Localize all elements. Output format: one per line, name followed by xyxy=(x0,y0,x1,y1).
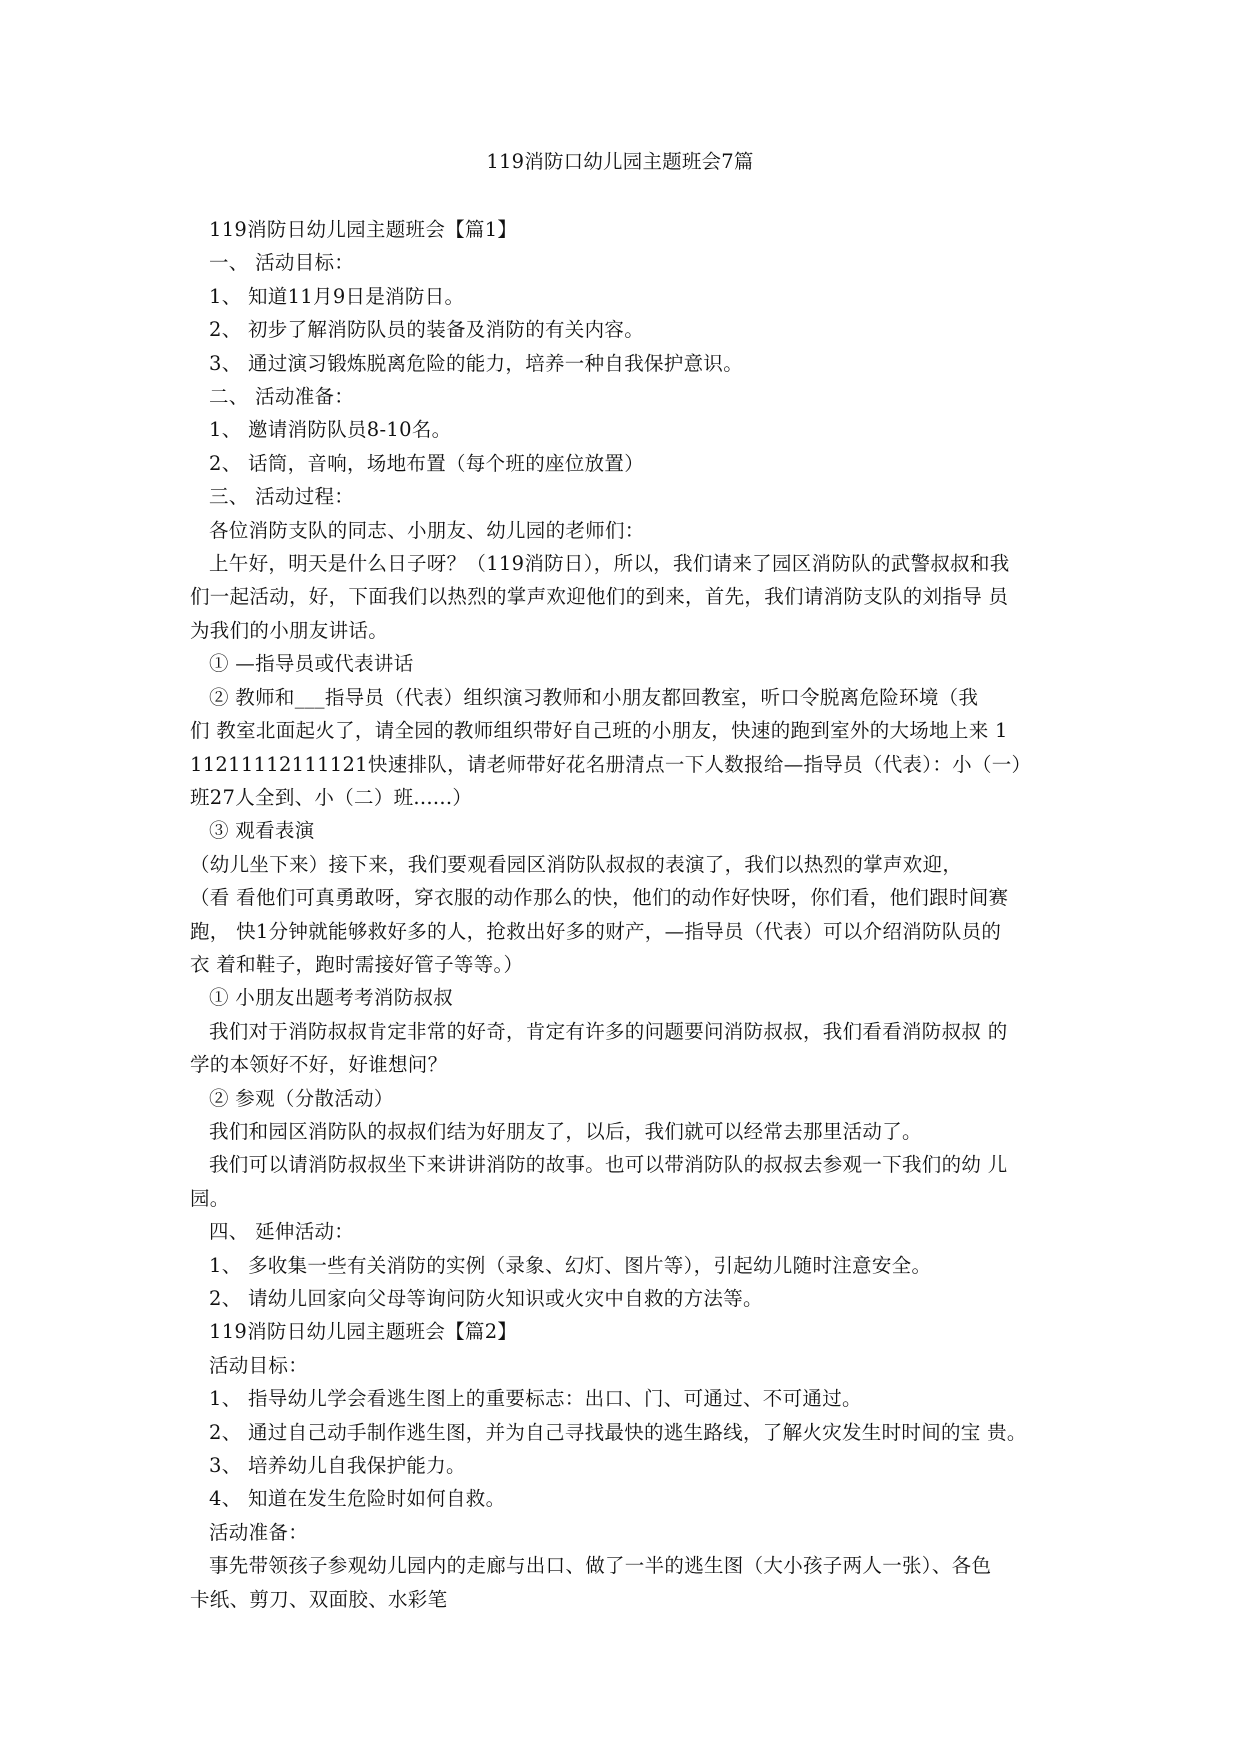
subheading: 三、 活动过程： xyxy=(209,485,355,509)
list-item: ② 参观（分散活动） xyxy=(209,1086,394,1110)
list-item: 2、 通过自己动手制作逃生图，并为自己寻找最快的逃生路线，了解火灾发生时时间的宝 贵。 xyxy=(209,1420,1027,1444)
paragraph-line: 我们可以请消防叔叔坐下来讲讲消防的故事。也可以带消防队的叔叔去参观一下我们的幼 儿 xyxy=(209,1153,1008,1177)
paragraph-line: 们 教室北面起火了，请全园的教师组织带好自己班的小朋友，快速的跑到室外的大场地上来 1 xyxy=(190,719,1008,743)
list-item: 2、 初步了解消防队员的装备及消防的有关内容。 xyxy=(209,318,645,342)
list-item: 2、 话筒，音响，场地布置（每个班的座位放置） xyxy=(209,451,645,475)
paragraph-line: 学的本领好不好，好谁想问？ xyxy=(190,1053,448,1077)
document-body xyxy=(190,213,1062,1616)
subheading: 二、 活动准备： xyxy=(209,385,355,409)
subheading: 四、 延伸活动： xyxy=(209,1220,355,1244)
list-item: 2、 请幼儿回家向父母等询问防火知识或火灾中自救的方法等。 xyxy=(209,1287,763,1310)
paragraph-line: 园。 xyxy=(190,1186,230,1210)
subheading: 一、 活动目标： xyxy=(209,251,355,275)
paragraph-line: 衣 着和鞋子，跑时需接好管子等等。） xyxy=(190,952,524,976)
list-item: 1、 知道11月9日是消防日。 xyxy=(209,284,465,308)
subheading: 活动目标： xyxy=(209,1353,309,1377)
paragraph-line: 11211112111121快速排队，请老师带好花名册清点一下人数报给—指导员（代表）：小（一） xyxy=(190,752,1032,776)
list-item: 1、 多收集一些有关消防的实例（录象、幻灯、图片等），引起幼儿随时注意安全。 xyxy=(209,1253,932,1277)
paragraph-line: （幼儿坐下来）接下来，我们要观看园区消防队叔叔的表演了，我们以热烈的掌声欢迎， xyxy=(190,852,963,876)
paragraph-line: 我们对于消防叔叔肯定非常的好奇，肯定有许多的问题要问消防叔叔，我们看看消防叔叔 的 xyxy=(209,1019,1008,1043)
list-item: 3、 培养幼儿自我保护能力。 xyxy=(209,1454,466,1478)
list-item: 1、 指导幼儿学会看逃生图上的重要标志：出口、门、可通过、不可通过。 xyxy=(209,1387,862,1411)
list-item: ② 教师和___指导员（代表）组织演习教师和小朋友都回教室，听口令脱离危险环境（我 xyxy=(209,685,979,709)
list-item: 4、 知道在发生危险时如何自救。 xyxy=(209,1487,506,1511)
paragraph-line: （看 看他们可真勇敢呀，穿衣服的动作那么的快，他们的动作好快呀，你们看，他们跟时间赛 xyxy=(190,886,1009,910)
paragraph-line: 上午好，明天是什么日子呀？（119消防日），所以，我们请来了园区消防队的武警叔叔和我 xyxy=(209,552,1010,576)
list-item: ① —指导员或代表讲话 xyxy=(209,652,414,676)
paragraph-line: 卡纸、剪刀、双面胶、水彩笔 xyxy=(190,1587,448,1611)
paragraph-line: 班27人全到、小（二）班......） xyxy=(190,785,473,809)
paragraph-line: 各位消防支队的同志、小朋友、幼儿园的老师们： xyxy=(209,518,645,542)
list-item: 3、 通过演习锻炼脱离危险的能力，培养一种自我保护意识。 xyxy=(209,351,744,375)
paragraph-line: 跑， 快1分钟就能够救好多的人，抢救出好多的财产，—指导员（代表）可以介绍消防队员的 xyxy=(190,919,1002,943)
list-item: ① 小朋友出题考考消防叔叔 xyxy=(209,986,454,1010)
subheading: 活动准备： xyxy=(209,1520,309,1544)
list-item: ③ 观看表演 xyxy=(209,819,315,843)
paragraph-line: 事先带领孩子参观幼儿园内的走廊与出口、做了一半的逃生图（大小孩子两人一张）、各色 xyxy=(209,1554,992,1578)
document-title: 119消防口幼儿园主题班会7篇 xyxy=(486,150,754,173)
paragraph-line: 为我们的小朋友讲话。 xyxy=(190,618,389,642)
section-heading: 119消防日幼儿园主题班会【篇2】 xyxy=(209,1320,518,1344)
paragraph-line: 们一起活动，好，下面我们以热烈的掌声欢迎他们的到来，首先，我们请消防支队的刘指导 员 xyxy=(190,585,1009,609)
list-item: 1、 邀请消防队员8-10名。 xyxy=(209,418,452,442)
paragraph-line: 我们和园区消防队的叔叔们结为好朋友了，以后，我们就可以经常去那里活动了。 xyxy=(209,1119,922,1143)
section-heading: 119消防日幼儿园主题班会【篇1】 xyxy=(209,218,518,241)
